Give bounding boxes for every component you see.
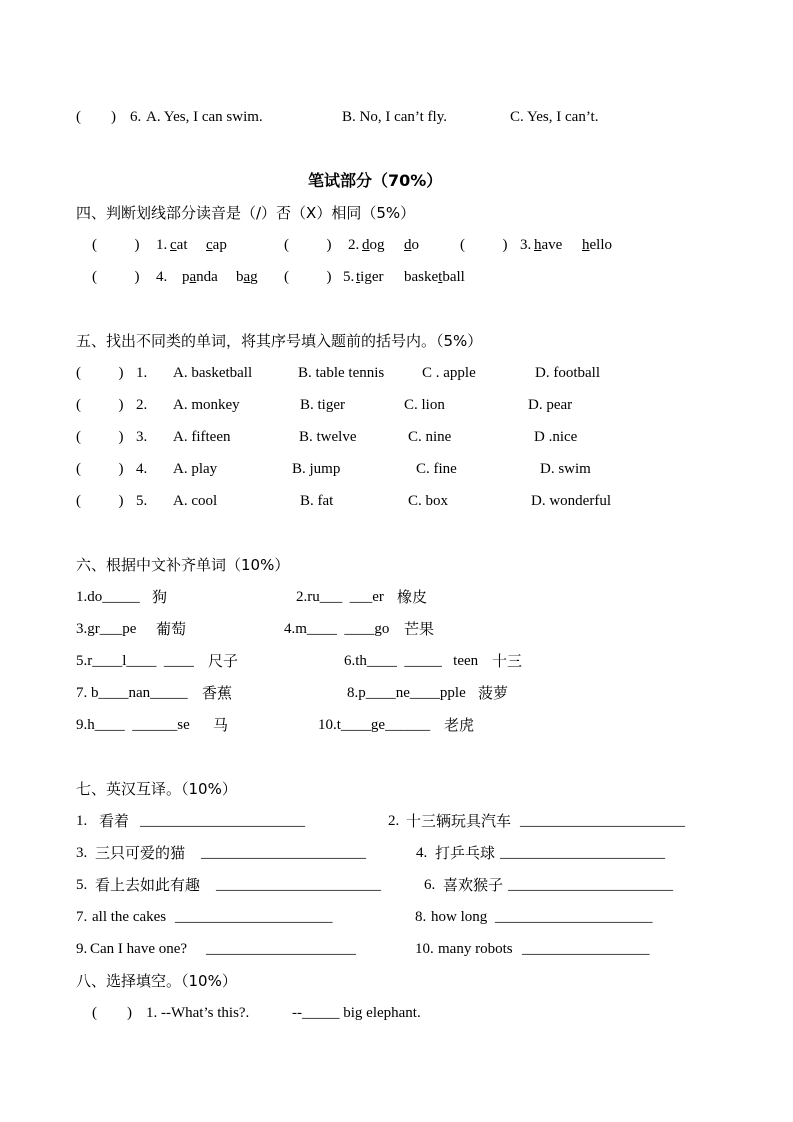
sec7-item-3-blank: ______________________ — [201, 845, 366, 861]
sec6-item-1-en: 1.do_____ — [76, 589, 140, 605]
sec7-item-7-text: all the cakes — [92, 909, 167, 925]
sec7-item-6-num: 6. — [424, 877, 436, 893]
sec5-row-5-b: B. fat — [300, 493, 334, 509]
sec8-q1-answer: --_____ big elephant. — [292, 1005, 421, 1021]
sec5-row-1-a: A. basketball — [173, 365, 253, 381]
sec7-item-4-text: 打乒乓球 — [435, 844, 496, 862]
sec7-item-8-num: 8. — [415, 909, 427, 925]
sec7-item-10-text: many robots — [438, 941, 513, 957]
sec4-item-3-word2: hello — [582, 237, 612, 253]
sec5-row-2-c: C. lion — [404, 397, 445, 413]
sec5-row-5-paren: ( ) — [76, 493, 124, 509]
sec5-row-1-d: D. football — [535, 365, 600, 381]
sec4-item-4-num: 4. — [156, 269, 168, 285]
sec6-item-5-en: 5.r____l____ ____ — [76, 653, 194, 669]
sec7-item-8-blank: _____________________ — [495, 909, 653, 925]
sec6-item-2-en: 2.ru___ ___er — [296, 589, 384, 605]
sec6-item-3-cn: 葡萄 — [156, 620, 187, 638]
sec4-item-5-paren: ( ) — [284, 269, 332, 285]
sec4-item-1-num: 1. — [156, 237, 168, 253]
sec5-row-2-num: 2. — [136, 397, 148, 413]
sec6-item-6-en: 6.th____ _____ teen — [344, 653, 479, 669]
sec6-item-8-cn: 菠萝 — [478, 684, 509, 702]
sec4-item-4-word2: bag — [236, 269, 258, 285]
sec5-row-2-d: D. pear — [528, 397, 573, 413]
sec6-item-7-en: 7. b____nan_____ — [76, 685, 188, 701]
sec5-row-5-c: C. box — [408, 493, 449, 509]
sec5-row-2-a: A. monkey — [173, 397, 240, 413]
sec5-title: 五、找出不同类的单词，将其序号填入题前的括号内。（5%） — [76, 332, 483, 350]
sec4-item-5-word1: tiger — [356, 269, 384, 285]
written-part-title: 笔试部分（70%） — [308, 171, 443, 190]
sec5-row-4-num: 4. — [136, 461, 148, 477]
sec5-row-2-b: B. tiger — [300, 397, 345, 413]
sec5-row-3-d: D .nice — [534, 429, 578, 445]
sec7-item-9-num: 9. — [76, 941, 88, 957]
sec4-item-5-word2: basketball — [404, 269, 465, 285]
sec8-q1-paren: ( ) — [92, 1005, 132, 1021]
sec4-item-1-underlined: c — [170, 237, 177, 253]
sec4-item-1-word1 — [170, 235, 188, 255]
sec7-title: 七、英汉互译。（10%） — [76, 780, 237, 798]
sec5-row-3-num: 3. — [136, 429, 148, 445]
sec4-item-3-word1: have — [534, 237, 563, 253]
sec7-item-5-blank: ______________________ — [216, 877, 381, 893]
q6-paren: ( ) — [76, 109, 116, 125]
sec4-item-1-word2: cap — [206, 237, 227, 253]
q6-option-b: B. No, I can’t fly. — [342, 109, 447, 125]
sec6-item-4-cn: 芒果 — [404, 620, 435, 638]
sec6-item-7-cn: 香蕉 — [202, 684, 233, 702]
sec6-title: 六、根据中文补齐单词（10%） — [76, 556, 290, 574]
sec7-item-1-num: 1. — [76, 813, 88, 829]
sec5-row-3-b: B. twelve — [299, 429, 357, 445]
sec5-row-4-d: D. swim — [540, 461, 591, 477]
sec6-item-6-cn: 十三 — [492, 652, 523, 670]
sec4-item-1-paren: ( ) — [92, 237, 140, 253]
sec8-q1-question: --What’s this?. — [161, 1005, 250, 1021]
sec7-item-3-text: 三只可爱的猫 — [95, 844, 186, 862]
sec4-item-3-num: 3. — [520, 237, 532, 253]
sec7-item-1-text: 看着 — [99, 812, 130, 830]
sec7-item-7-num: 7. — [76, 909, 88, 925]
sec7-item-4-blank: ______________________ — [500, 845, 665, 861]
sec5-row-1-num: 1. — [136, 365, 148, 381]
sec5-row-4-a: A. play — [173, 461, 218, 477]
sec5-row-3-paren: ( ) — [76, 429, 124, 445]
q6-option-a: A. Yes, I can swim. — [146, 109, 263, 125]
sec8-q1-num: 1. — [146, 1005, 158, 1021]
sec7-item-5-num: 5. — [76, 877, 88, 893]
sec8-title: 八、选择填空。（10%） — [76, 972, 237, 990]
sec5-row-5-a: A. cool — [173, 493, 218, 509]
sec7-item-2-num: 2. — [388, 813, 400, 829]
sec5-row-1-c: C . apple — [422, 365, 476, 381]
sec4-item-1-word1-text: at — [176, 237, 188, 253]
sec7-item-1-blank: ______________________ — [140, 813, 305, 829]
sec5-row-4-paren: ( ) — [76, 461, 124, 477]
sec5-row-4-b: B. jump — [292, 461, 341, 477]
q6-num: 6. — [130, 109, 142, 125]
sec7-item-10-blank: _________________ — [522, 941, 650, 957]
sec6-item-5-cn: 尺子 — [208, 652, 239, 670]
sec6-item-10-cn: 老虎 — [444, 716, 475, 734]
sec6-item-10-en: 10.t____ge______ — [318, 717, 431, 733]
sec5-row-3-c: C. nine — [408, 429, 452, 445]
sec7-item-6-blank: ______________________ — [508, 877, 673, 893]
sec4-item-2-word2: do — [404, 237, 419, 253]
sec5-row-2-paren: ( ) — [76, 397, 124, 413]
sec7-item-2-blank: ______________________ — [520, 813, 685, 829]
sec7-item-5-text: 看上去如此有趣 — [95, 876, 201, 894]
sec4-item-2-paren: ( ) — [284, 237, 332, 253]
sec4-item-5-num: 5. — [343, 269, 355, 285]
sec5-row-3-a: A. fifteen — [173, 429, 231, 445]
sec4-item-2-word1: dog — [362, 237, 385, 253]
sec7-item-4-num: 4. — [416, 845, 428, 861]
sec5-row-4-c: C. fine — [416, 461, 457, 477]
sec4-item-4-word1: panda — [182, 269, 218, 285]
sec4-item-4-paren: ( ) — [92, 269, 140, 285]
sec7-item-3-num: 3. — [76, 845, 88, 861]
sec5-row-1-b: B. table tennis — [298, 365, 385, 381]
sec5-row-5-num: 5. — [136, 493, 148, 509]
sec6-item-2-cn: 橡皮 — [397, 588, 428, 606]
sec7-item-8-text: how long — [431, 909, 488, 925]
q6-option-c: C. Yes, I can’t. — [510, 109, 599, 125]
sec6-item-3-en: 3.gr___pe — [76, 621, 137, 637]
sec7-item-2-text: 十三辆玩具汽车 — [406, 812, 512, 830]
sec5-row-1-paren: ( ) — [76, 365, 124, 381]
sec6-item-9-cn: 马 — [213, 716, 229, 734]
sec7-item-6-text: 喜欢猴子 — [443, 876, 504, 894]
sec7-item-9-text: Can I have one? — [90, 941, 188, 957]
sec7-item-9-blank: ____________________ — [206, 941, 356, 957]
sec6-item-8-en: 8.p____ne____pple — [347, 685, 466, 701]
sec7-item-10-num: 10. — [415, 941, 434, 957]
sec6-item-1-cn: 狗 — [152, 588, 168, 606]
sec4-title: 四、判断划线部分读音是（/）否（X）相同（5%） — [76, 204, 416, 222]
sec7-item-7-blank: _____________________ — [175, 909, 333, 925]
sec5-row-5-d: D. wonderful — [531, 493, 611, 509]
sec4-item-3-paren: ( ) — [460, 237, 508, 253]
sec6-item-4-en: 4.m____ ____go — [284, 621, 390, 637]
sec6-item-9-en: 9.h____ ______se — [76, 717, 190, 733]
sec4-item-2-num: 2. — [348, 237, 360, 253]
